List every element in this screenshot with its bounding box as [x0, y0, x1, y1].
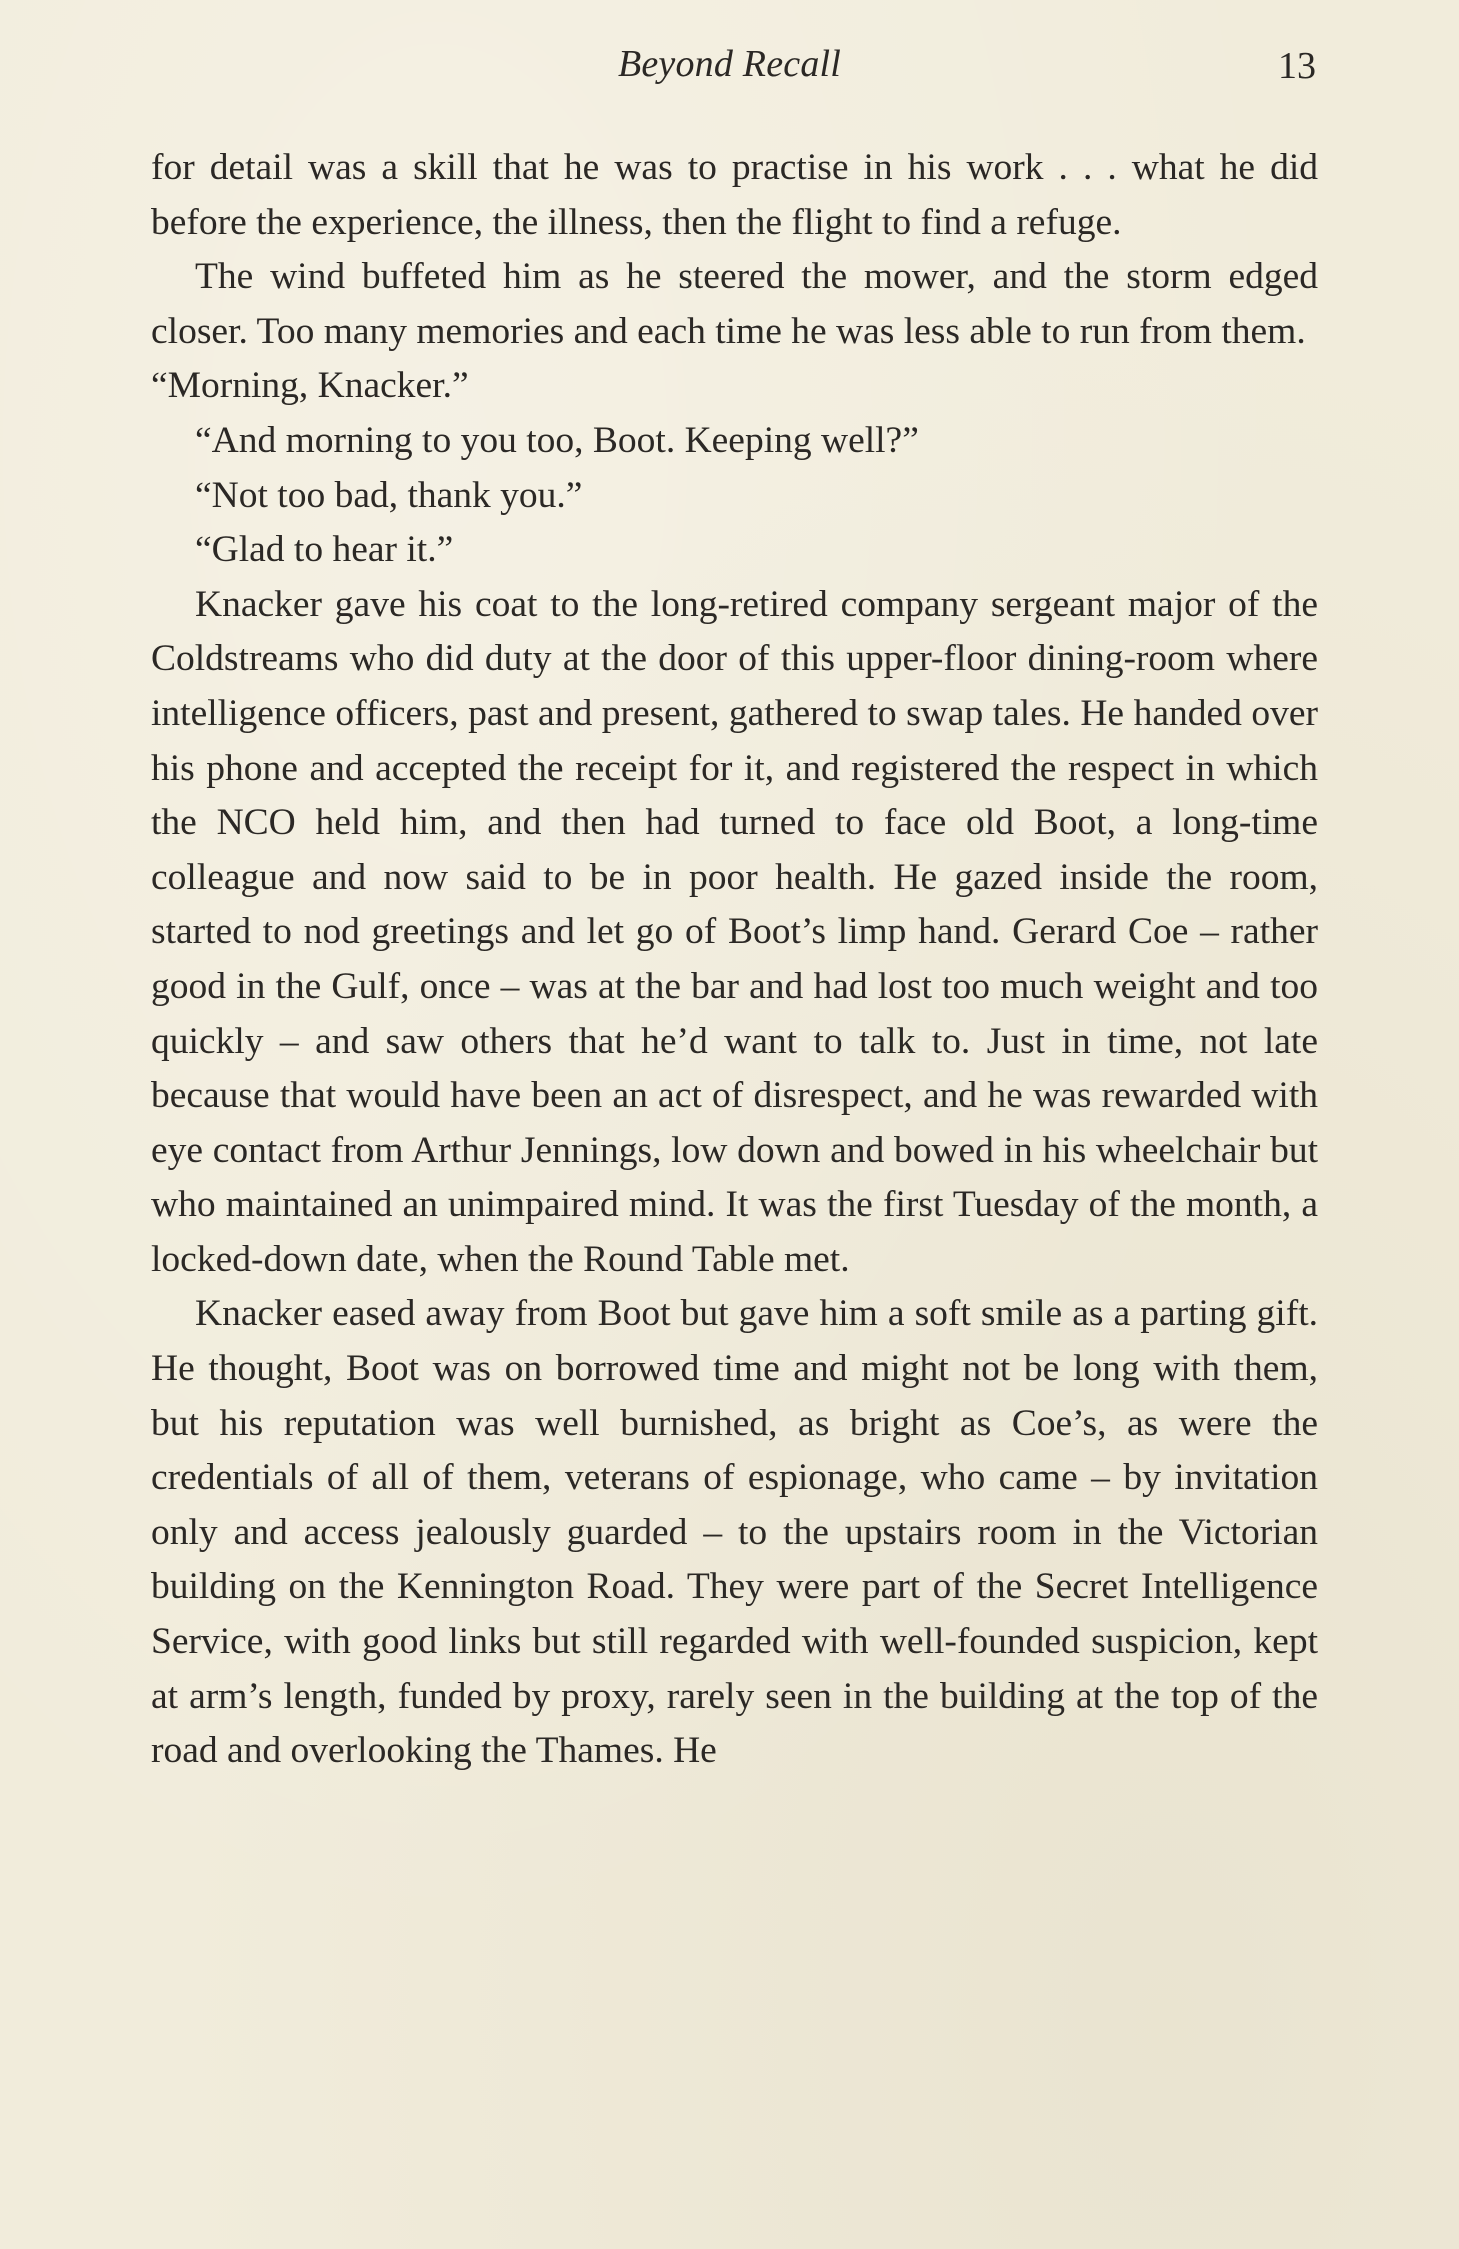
- body-text: [151, 141, 1318, 1779]
- running-title: Beyond Recall: [617, 43, 842, 85]
- paragraph-storm: The wind buffeted him as he steered the mower, and the storm edged closer. Too many memories and each time he was less able to run from them.: [151, 256, 1318, 352]
- paragraph-round-table: Knacker eased away from Boot but gave him a soft smile as a parting gift. He thought, Boot was on borrowed time and might not be long with them, but his reputation was well burnished, as bright as Coe’s, as were the credentials of all of them, veterans of espionage, who came – by invitation only and access jealously guarded – to the upstairs room in the Victorian building on the Kennington Road. They were part of the Secret Intelligence Service, with good links but still regarded with well-founded suspicion, kept at arm’s length, funded by proxy, rarely seen in the building at the top of the road and overlooking the Thames. He: [151, 1293, 1318, 1772]
- paragraph-dining-room: Knacker gave his coat to the long-retired company sergeant major of the Coldstreams who did duty at the door of this upper-floor dining-room where intelligence officers, past and present, gathered to swap tales. He handed over his phone and accepted the receipt for it, and registered the respect in which the NCO held him, and then had turned to face old Boot, a long-time colleague and now said to be in poor health. He gazed inside the room, started to nod greetings and let go of Boot’s limp hand. Gerard Coe – rather good in the Gulf, once – was at the bar and had lost too much weight and too quickly – and saw others that he’d want to talk to. Just in time, not late because that would have been an act of disrespect, and he was rewarded with eye contact from Arthur Jennings, low down and bowed in his wheelchair but who maintained an unimpaired mind. It was the first Tuesday of the month, a locked-down date, when the Round Table met.: [151, 583, 1318, 1280]
- dialogue-line: “Morning, Knacker.”: [151, 365, 469, 407]
- dialogue-line: “Glad to hear it.”: [195, 529, 454, 571]
- running-head: [0, 42, 1459, 102]
- dialogue-line: “And morning to you too, Boot. Keeping well?”: [195, 419, 919, 461]
- paragraph-continued: for detail was a skill that he was to practise in his work . . . what he did before the experience, the illness, then the flight to find a refuge.: [151, 147, 1318, 243]
- dialogue-line: “Not too bad, thank you.”: [195, 474, 583, 516]
- page-number: 13: [1278, 45, 1316, 87]
